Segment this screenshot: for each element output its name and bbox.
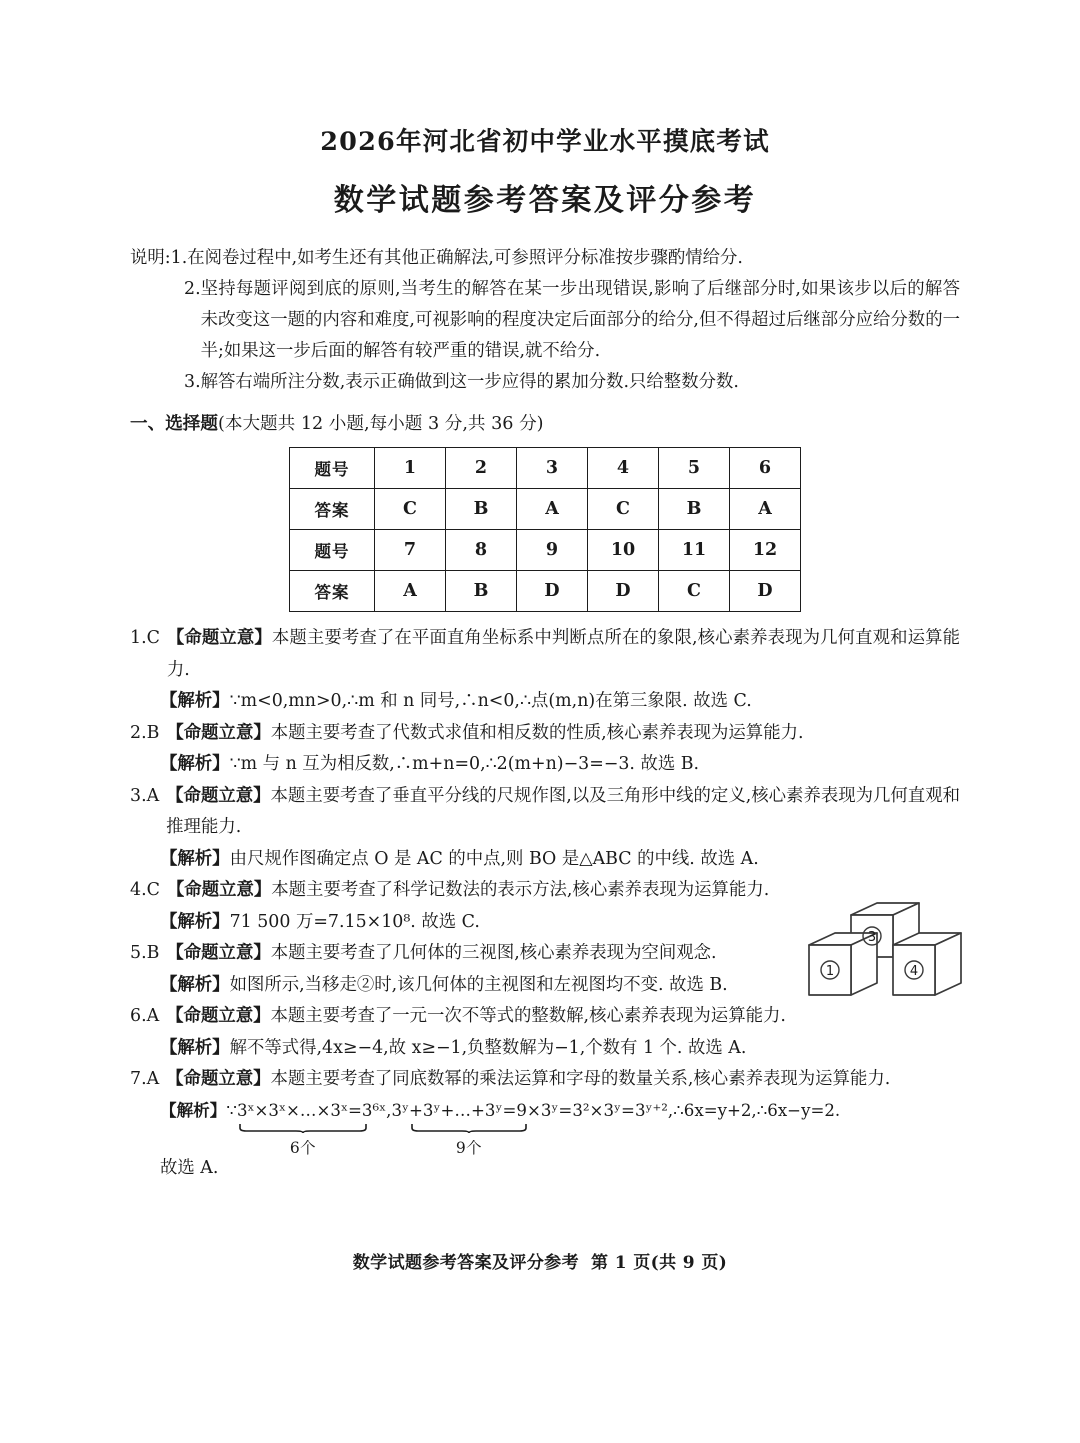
instruction-item bbox=[130, 243, 960, 274]
question-number: 9 bbox=[517, 530, 588, 571]
section-note: (本大题共 12 小题,每小题 3 分,共 36 分) bbox=[217, 414, 544, 434]
solution-tag: 5.B bbox=[130, 943, 160, 963]
table-row bbox=[290, 489, 801, 530]
answer-cell: B bbox=[446, 571, 517, 612]
solution-item-6 bbox=[130, 1001, 960, 1064]
page-footer bbox=[0, 1248, 1080, 1273]
answer-cell: A bbox=[375, 571, 446, 612]
intent-label: 【命题立意】 bbox=[166, 628, 272, 648]
formula-part3: ∴6x=y+2,∴6x−y=2. bbox=[673, 1100, 841, 1120]
answer-table-wrap bbox=[130, 447, 960, 612]
three-view-cube-figure bbox=[795, 893, 985, 1008]
section-header bbox=[130, 410, 960, 438]
brace-count-2: 9个 bbox=[455, 1138, 483, 1157]
question-number: 2 bbox=[446, 448, 517, 489]
analysis-text: ∵m<0,mn>0,∴m 和 n 同号,∴n<0,∴点(m,n)在第三象限. 故选 C. bbox=[229, 691, 752, 711]
row-header-answer: 答案 bbox=[290, 571, 375, 612]
question-number: 1 bbox=[375, 448, 446, 489]
intent-text: 本题主要考查了科学记数法的表示方法,核心素养表现为运算能力. bbox=[271, 880, 770, 900]
analysis-label: 【解析】 bbox=[160, 848, 230, 869]
instructions-block bbox=[130, 243, 960, 398]
solution-item-3 bbox=[130, 781, 960, 876]
solution-tag: 3.A bbox=[130, 785, 160, 806]
brace-count-1: 6个 bbox=[289, 1138, 317, 1157]
instruction-number: 3. bbox=[184, 372, 201, 392]
solution-conclusion: 故选 A. bbox=[160, 1157, 219, 1178]
instruction-text: 在阅卷过程中,如考生还有其他正确解法,可参照评分标准按步骤酌情给分. bbox=[187, 248, 743, 268]
answer-cell: C bbox=[375, 489, 446, 530]
row-header-number: 题号 bbox=[290, 530, 375, 571]
analysis-text: 如图所示,当移走②时,该几何体的主视图和左视图均不变. 故选 B. bbox=[229, 974, 728, 995]
intent-label: 【命题立意】 bbox=[166, 785, 271, 806]
answer-cell: D bbox=[588, 571, 659, 612]
cube-label-bottom-right: 4 bbox=[909, 964, 919, 979]
underbrace-9 bbox=[410, 1123, 528, 1163]
intent-label: 【命题立意】 bbox=[166, 1006, 271, 1026]
answer-cell: D bbox=[730, 571, 801, 612]
section-title: 一、选择题 bbox=[130, 413, 218, 434]
analysis-label: 【解析】 bbox=[160, 911, 230, 932]
solution-tag: 1.C bbox=[130, 628, 160, 648]
question-number: 4 bbox=[588, 448, 659, 489]
solution-item-1 bbox=[130, 623, 960, 718]
intent-label: 【命题立意】 bbox=[166, 1069, 271, 1089]
analysis-label: 【解析】 bbox=[160, 691, 230, 711]
answer-cell: A bbox=[730, 489, 801, 530]
row-header-number: 题号 bbox=[290, 448, 375, 489]
formula-prefix: ∵ bbox=[226, 1100, 237, 1120]
brace-row bbox=[160, 1123, 960, 1157]
answer-cell: D bbox=[517, 571, 588, 612]
cube-label-top: 3 bbox=[867, 930, 877, 945]
footer-title: 数学试题参考答案及评分参考 bbox=[352, 1253, 579, 1273]
intent-text: 本题主要考查了几何体的三视图,核心素养表现为空间观念. bbox=[270, 943, 717, 963]
question-number: 12 bbox=[730, 530, 801, 571]
instructions-label: 说明: bbox=[130, 248, 171, 268]
analysis-label: 【解析】 bbox=[160, 754, 230, 774]
solution-item-7 bbox=[130, 1064, 960, 1184]
paper-title: 数学试题参考答案及评分参考 bbox=[333, 183, 757, 218]
exam-title: 2026年河北省初中学业水平摸底考试 bbox=[320, 127, 770, 157]
solution-tag: 7.A bbox=[130, 1069, 160, 1089]
formula-part2: 3ʸ+3ʸ+…+3ʸ=9×3ʸ=3²×3ʸ=3ʸ⁺², bbox=[391, 1100, 674, 1120]
question-number: 5 bbox=[659, 448, 730, 489]
question-number: 11 bbox=[659, 530, 730, 571]
table-row bbox=[290, 448, 801, 489]
formula-line bbox=[160, 1096, 960, 1126]
underbrace-6 bbox=[238, 1123, 368, 1163]
analysis-label: 【解析】 bbox=[160, 974, 230, 995]
question-number: 10 bbox=[588, 530, 659, 571]
solution-tag: 2.B bbox=[130, 722, 160, 743]
question-number: 6 bbox=[730, 448, 801, 489]
analysis-text: 71 500 万=7.15×10⁸. 故选 C. bbox=[229, 911, 480, 932]
intent-text: 本题主要考查了在平面直角坐标系中判断点所在的象限,核心素养表现为几何直观和运算能力. bbox=[166, 628, 960, 680]
instruction-item bbox=[130, 367, 960, 398]
row-header-answer: 答案 bbox=[290, 489, 375, 530]
analysis-label: 【解析】 bbox=[160, 1100, 227, 1120]
intent-label: 【命题立意】 bbox=[166, 943, 271, 963]
answer-cell: C bbox=[659, 571, 730, 612]
formula-block-item7 bbox=[130, 1096, 960, 1157]
question-number: 3 bbox=[517, 448, 588, 489]
solution-tag: 6.A bbox=[130, 1006, 160, 1026]
intent-text: 本题主要考查了同底数幂的乘法运算和字母的数量关系,核心素养表现为运算能力. bbox=[270, 1069, 891, 1089]
answer-table bbox=[289, 447, 801, 612]
footer-page-number: 第 1 页(共 9 页) bbox=[590, 1253, 728, 1273]
solution-tag: 4.C bbox=[130, 880, 160, 900]
formula-part1: 3ˣ×3ˣ×…×3ˣ=3⁶ˣ, bbox=[236, 1100, 392, 1120]
intent-text: 本题主要考查了一元一次不等式的整数解,核心素养表现为运算能力. bbox=[270, 1006, 786, 1026]
analysis-text: 由尺规作图确定点 O 是 AC 的中点,则 BO 是△ABC 的中线. 故选 A. bbox=[229, 848, 759, 869]
instruction-text: 坚持每题评阅到底的原则,当考生的解答在某一步出现错误,影响了后继部分时,如果该步以后的解答未改变这一题的内容和难度,可视影响的程度决定后面部分的给分,但不得超过后继部分应给分数的一半;如果这一步后面的解答有较严重的错误,就不给分. bbox=[200, 279, 960, 361]
answer-cell: C bbox=[588, 489, 659, 530]
question-number: 8 bbox=[446, 530, 517, 571]
table-row bbox=[290, 571, 801, 612]
cubes-diagram-icon bbox=[795, 893, 985, 1008]
table-row bbox=[290, 530, 801, 571]
instruction-number: 2. bbox=[184, 279, 201, 299]
analysis-text: 解不等式得,4x≥−4,故 x≥−1,负整数解为−1,个数有 1 个. 故选 A. bbox=[229, 1037, 747, 1058]
intent-text: 本题主要考查了垂直平分线的尺规作图,以及三角形中线的定义,核心素养表现为几何直观和推理能力. bbox=[166, 785, 960, 837]
solution-item-2 bbox=[130, 718, 960, 781]
answer-cell: B bbox=[659, 489, 730, 530]
intent-text: 本题主要考查了代数式求值和相反数的性质,核心素养表现为运算能力. bbox=[270, 722, 804, 743]
instruction-number: 1. bbox=[170, 248, 188, 268]
analysis-text: ∵m 与 n 互为相反数,∴m+n=0,∴2(m+n)−3=−3. 故选 B. bbox=[229, 754, 700, 774]
question-number: 7 bbox=[375, 530, 446, 571]
cube-label-bottom-left: 1 bbox=[825, 964, 835, 979]
instruction-text: 解答右端所注分数,表示正确做到这一步应得的累加分数.只给整数分数. bbox=[200, 372, 739, 392]
answer-cell: A bbox=[517, 489, 588, 530]
intent-label: 【命题立意】 bbox=[166, 722, 271, 743]
intent-label: 【命题立意】 bbox=[166, 880, 272, 900]
analysis-label: 【解析】 bbox=[160, 1037, 230, 1058]
instruction-item bbox=[130, 274, 960, 367]
answer-cell: B bbox=[446, 489, 517, 530]
